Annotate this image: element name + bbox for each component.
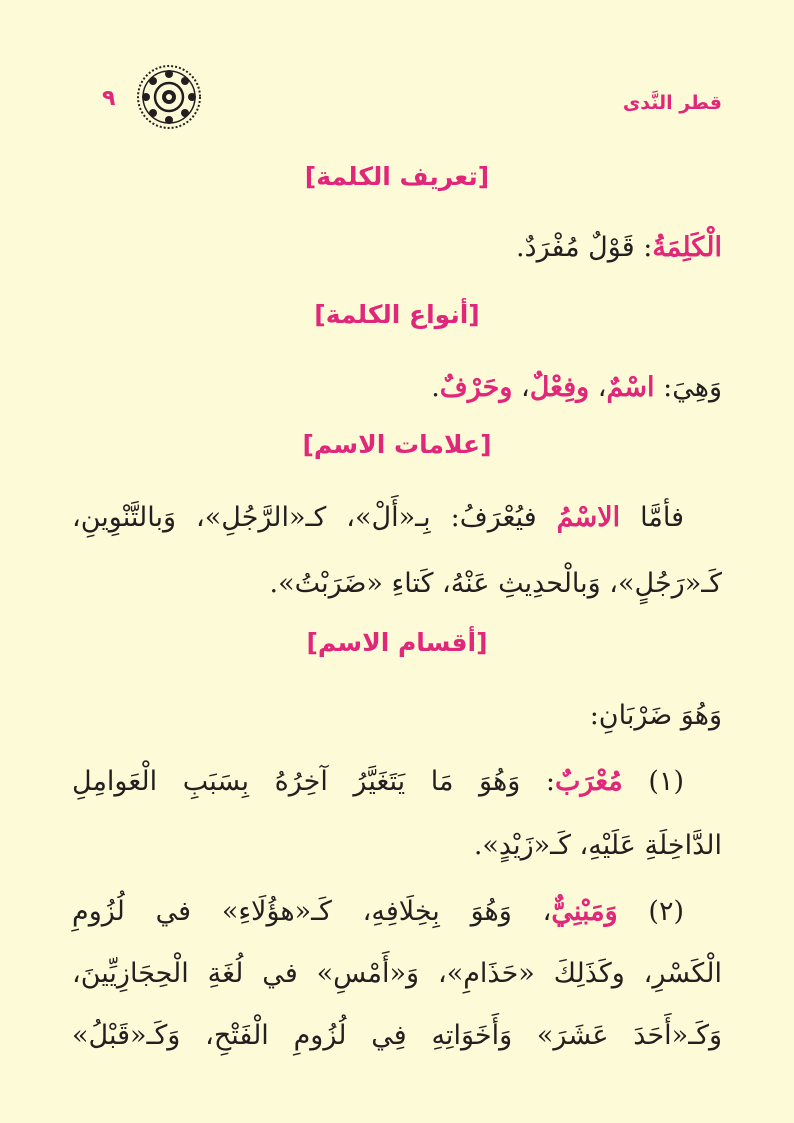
heading-word-definition: [تعريف الكلمة] [304,162,490,191]
heading-noun-signs: [علامات الاسم] [302,430,492,459]
definition-term: الْكَلِمَةُ [652,232,722,263]
running-title: قطر النَّدى [622,92,722,114]
term-ism: اسْمٌ [606,372,655,403]
term-fil: وفِعْلٌ [529,372,590,403]
division-1-line-1: (١) مُعْرَبٌ: وَهُوَ مَا يَتَغَيَّرُ آخِرُهُ بِسَبَبِ الْعَوامِلِ [72,766,684,797]
types-line: وَهِيَ: اسْمٌ، وفِعْلٌ، وحَرْفٌ. [431,372,722,403]
heading-word-types: [أنواع الكلمة] [314,300,480,329]
definition-text: : قَوْلٌ مُفْرَدٌ. [515,232,653,263]
page-number: ٩ [102,86,116,111]
heading-noun-divisions: [أقسام الاسم] [306,628,488,657]
division-2-line-3: وَكَـ«أَحَدَ عَشَرَ» وَأَخَوَاتِهِ فِي لُزُومِ الْفَتْحِ، وَكَـ«قَبْلُ» [72,1020,722,1051]
rosette-ornament-icon [136,64,202,130]
divisions-intro: وَهُوَ ضَرْبَانِ: [589,700,722,731]
term-harf: وحَرْفٌ [439,372,513,403]
division-2-line-2: الْكَسْرِ، وكَذَلِكَ «حَذَامِ»، وَ«أَمْسِ» في لُغَةِ الْحِجَازِيِّينَ، [72,958,722,989]
division-2-line-1: (٢) وَمَبْنِيٌّ، وَهُوَ بِخِلَافِهِ، كَـ«هؤُلَاءِ» في لُزُومِ [72,896,684,927]
division-1-line-2: الدَّاخِلَةِ عَلَيْهِ، كَـ«زَيْدٍ». [473,830,722,861]
signs-line-2: كَـ«رَجُلٍ»، وَبالْحدِيثِ عَنْهُ، كَتاءِ «ضَرَبْتُ». [269,568,722,599]
term-mabni: وَمَبْنِيٌّ [551,896,618,927]
definition-line [72,232,722,263]
term-murab: مُعْرَبٌ [554,766,623,797]
term-al-ism: الاسْمُ [556,502,621,533]
signs-line-1: فأمَّا الاسْمُ فيُعْرَفُ: بِـ«أَلْ»، كـ«الرَّجُلِ»، وَبالتَّنْوِينِ، [72,502,684,533]
